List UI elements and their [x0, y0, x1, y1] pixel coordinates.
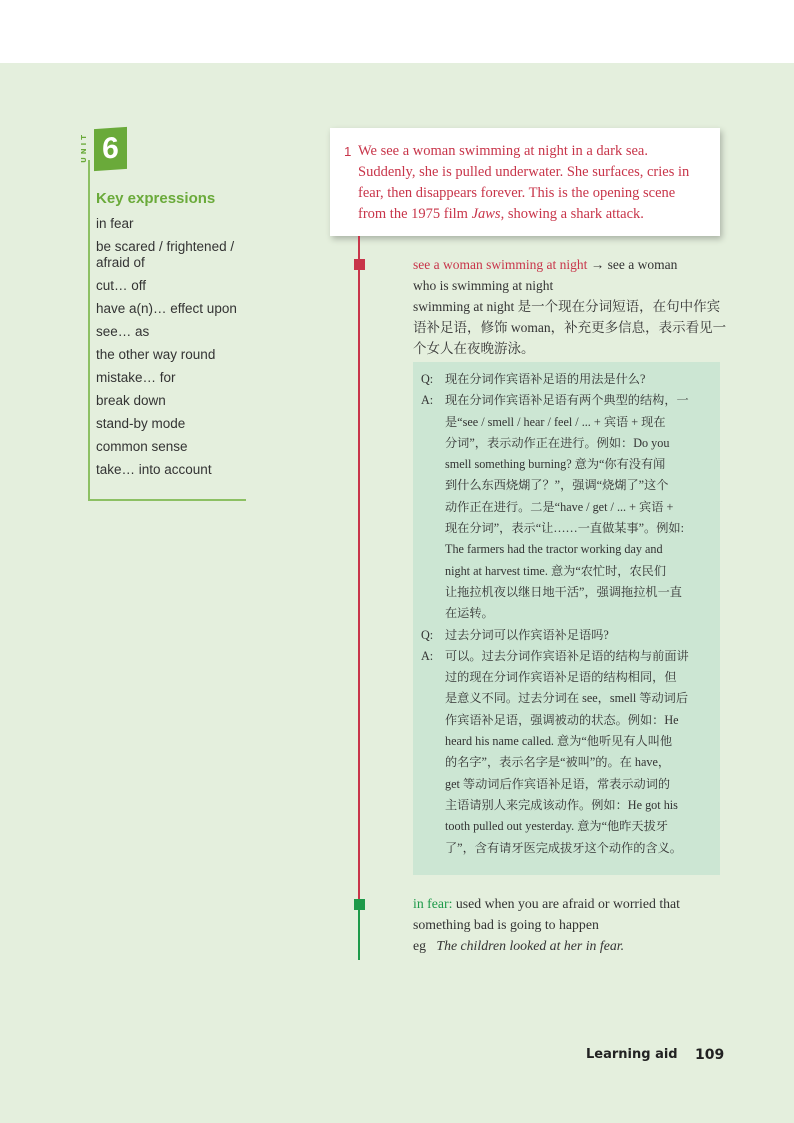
qa-line: 的名字”，表示名字是“被叫”的。在 have， — [445, 755, 671, 770]
key-expressions-list — [96, 216, 251, 485]
passage-number: 1 — [344, 144, 352, 159]
qa-line: 现在分词作宾语补足语有两个典型的结构，一 — [445, 393, 689, 408]
green-square-marker — [354, 899, 365, 910]
question — [421, 369, 720, 390]
qa-text — [445, 369, 645, 390]
qa-line: smell something burning? 意为“你有没有闻 — [445, 457, 666, 472]
key-expression-item: have a(n)… effect upon — [96, 301, 237, 316]
sidebar-bottom-rule — [88, 499, 246, 501]
key-expression-item: take… into account — [96, 462, 212, 477]
qa-box — [413, 362, 720, 875]
vocabulary-note — [413, 893, 743, 956]
footer-section: Learning aid — [586, 1047, 678, 1062]
key-expression-item: the other way round — [96, 347, 216, 362]
red-square-marker — [354, 259, 365, 270]
qa-label: A: — [421, 393, 434, 408]
qa-line: 现在分词”，表示“让……一直做某事”。例如: — [445, 521, 684, 536]
qa-line: 作宾语补足语，强调被动的状态。例如：He — [445, 712, 679, 727]
qa-line: 是意义不同。过去分词在 see，smell 等动词后 — [445, 691, 689, 706]
vocab-definition: used when you are afraid or worried that — [452, 896, 681, 911]
key-expression-item: cut… off — [96, 278, 147, 293]
film-title: Jaws — [471, 206, 501, 222]
qa-line: 过的现在分词作宾语补足语的结构相同，但 — [445, 670, 677, 685]
question — [421, 625, 720, 646]
qa-label: Q: — [421, 627, 434, 642]
qa-line: 过去分词可以作宾语补足语吗? — [445, 627, 609, 642]
answer — [421, 390, 720, 624]
note-line: 个女人在夜晚游泳。 — [413, 341, 535, 356]
qa-label: A: — [421, 648, 434, 663]
key-expression-item: stand-by mode — [96, 416, 186, 431]
qa-line: tooth pulled out yesterday. 意为“他昨天拔牙 — [445, 819, 668, 834]
qa-line: 分词”，表示动作正在进行。例如：Do you — [445, 435, 670, 450]
vocab-definition: something bad is going to happen — [413, 917, 599, 932]
key-expression-item: see… as — [96, 324, 150, 339]
passage-box — [330, 128, 720, 236]
qa-text — [445, 625, 609, 646]
qa-line: night at harvest time. 意为“农忙时，农民们 — [445, 563, 667, 578]
key-expression-item: in fear — [96, 216, 134, 231]
qa-text — [445, 646, 689, 859]
passage-line: Suddenly, she is pulled underwater. She surfaces, cries in — [358, 164, 690, 180]
passage-text-part: from the 1975 film — [358, 206, 472, 222]
passage-text — [358, 141, 720, 225]
qa-line: 主语请别人来完成该动作。例如：He got his — [445, 797, 678, 812]
key-expression-item: break down — [96, 393, 166, 408]
qa-line: heard his name called. 意为“他听见有人叫他 — [445, 734, 673, 749]
qa-line: 了”，含有请牙医完成拔牙这个动作的含义。 — [445, 840, 682, 855]
key-expression-item: be scared / frightened / afraid of — [96, 239, 235, 270]
note-connector-red — [358, 236, 360, 900]
qa-line: get 等动词后作宾语补足语，常表示动词的 — [445, 776, 671, 791]
note-phrase: see a woman swimming at night — [413, 257, 588, 272]
note-line: 语补足语，修饰 woman，补充更多信息，表示看见一 — [413, 320, 727, 335]
vocab-term: in fear: — [413, 896, 453, 911]
qa-line: The farmers had the tractor working day and — [445, 542, 663, 557]
example-sentence: The children looked at her in fear. — [436, 938, 625, 953]
key-expressions-title: Key expressions — [96, 190, 216, 207]
qa-line: 在运转。 — [445, 606, 494, 621]
key-expression-item: common sense — [96, 439, 188, 454]
answer — [421, 646, 720, 859]
qa-line: 动作正在进行。二是“have / get / ... + 宾语 + — [445, 499, 674, 514]
qa-line: 可以。过去分词作宾语补足语的结构与前面讲 — [445, 648, 689, 663]
example-label: eg — [413, 938, 427, 953]
key-expression-item: mistake… for — [96, 370, 176, 385]
grammar-note — [413, 254, 743, 359]
note-line: who is swimming at night — [413, 278, 554, 293]
qa-line: 是“see / smell / hear / feel / ... + 宾语 + 现在 — [445, 414, 666, 429]
passage-line — [358, 204, 720, 225]
passage-line: fear, then disappears forever. This is the opening scene — [358, 185, 676, 201]
qa-line: 到什么东西烧煳了？”，强调“烧煳了”这个 — [445, 478, 669, 493]
qa-line: 现在分词作宾语补足语的用法是什么? — [445, 372, 646, 386]
passage-line: We see a woman swimming at night in a dark sea. — [358, 143, 648, 159]
qa-text — [445, 390, 689, 624]
page-number: 109 — [695, 1047, 725, 1063]
note-arrow-text: → see a woman — [587, 257, 678, 272]
qa-label: Q: — [421, 372, 434, 386]
unit-number-badge: 6 — [94, 127, 127, 171]
sidebar-rule — [88, 160, 90, 500]
note-line: swimming at night 是一个现在分词短语，在句中作宾 — [413, 299, 721, 314]
passage-text-part: , showing a shark attack. — [500, 206, 644, 222]
unit-label: UNIT — [80, 132, 88, 163]
qa-line: 让拖拉机夜以继日地干活”，强调拖拉机一直 — [445, 584, 682, 599]
